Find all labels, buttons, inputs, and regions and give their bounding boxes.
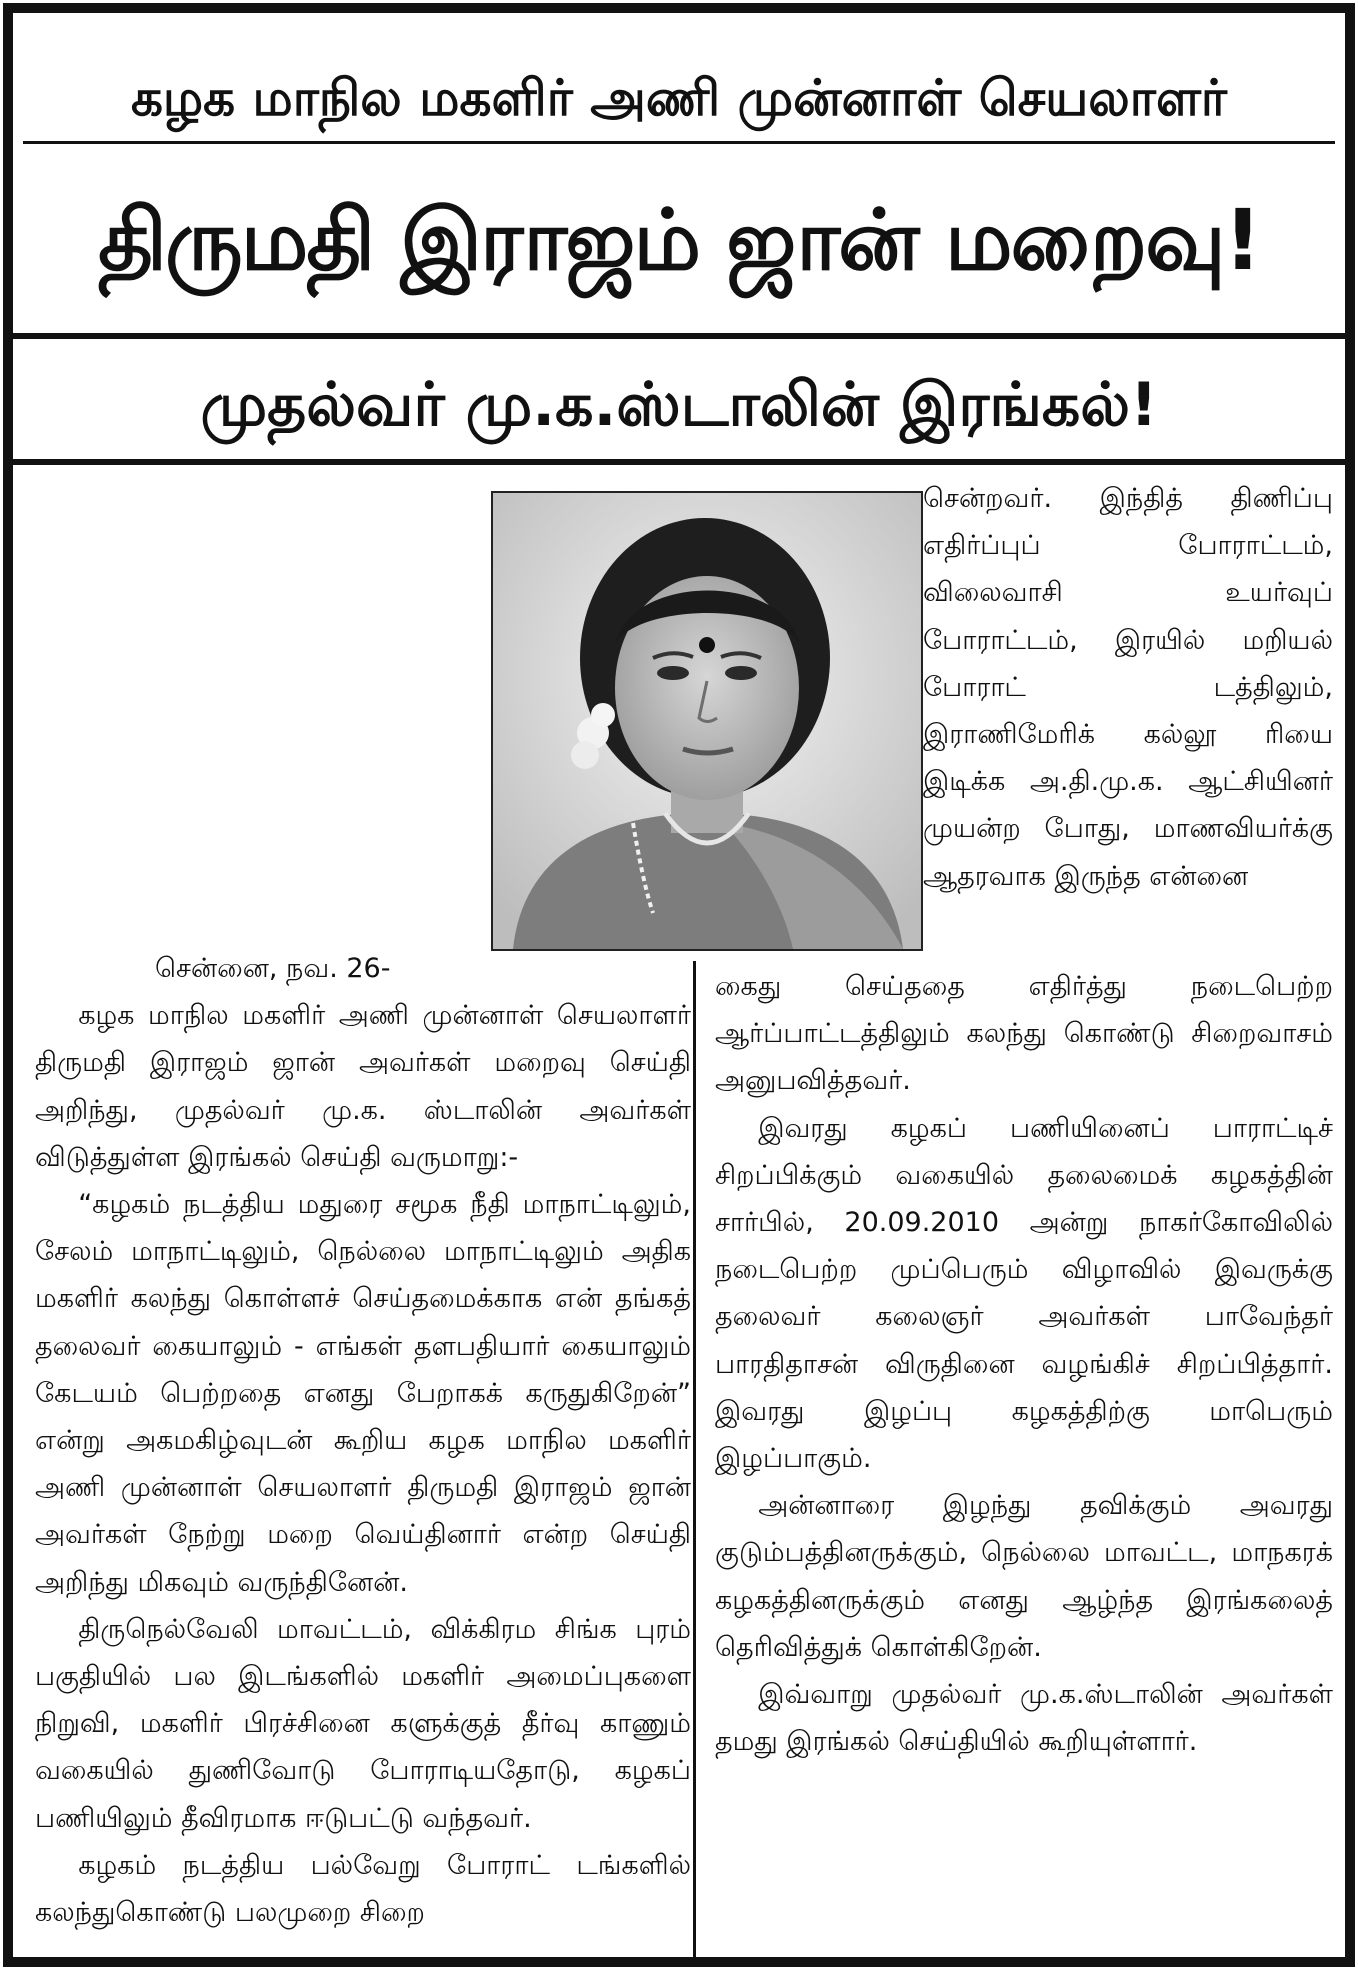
paragraph: “கழகம் நடத்திய மதுரை சமூக நீதி மாநாட்டிலும், சேலம் மாநாட்டிலும், நெல்லை மாநாட்டிலும் அதிக மகளிர் கலந்து கொள்ளச் செய்தமைக்காக என் தங்கத் தலைவர் கையாலும் - எங்கள் தளபதியார் கையாலும் கேடயம் பெற்றதை எனது பேறாகக் கருதுகிறேன்” என்று அகமகிழ்வுடன் கூறிய கழக மாநில மகளிர் அணி முன்னாள் செயலாளர் திருமதி இராஜம் ஜான் அவர்கள் நேற்று மறை வெய்தினார் என்ற செய்தி அறிந்து மிகவும் வருந்தினேன். xyxy=(35,1189,691,1598)
paragraph: திருநெல்வேலி மாவட்டம், விக்கிரம சிங்க புரம் பகுதியில் பல இடங்களில் மகளிர் அமைப்புகளை நிறுவி, மகளிர் பிரச்சினை களுக்குத் தீர்வு காணும் வகையில் துணிவோடு போராடியதோடு, கழகப் பணியிலும் தீவிரமாக ஈடுபட்டு வந்தவர். xyxy=(35,1613,691,1834)
paragraph: அன்னாரை இழந்து தவிக்கும் அவரது குடும்பத்தினருக்கும், நெல்லை மாவட்ட, மாநகரக் கழகத்தினருக்கும் எனது ஆழ்ந்த இரங்கலைத் தெரிவித்துக் கொள்கிறேன். xyxy=(715,1490,1333,1663)
article-column-right-top: சென்றவர். இந்தித் திணிப்பு எதிர்ப்புப் போராட்டம், விலைவாசி உயர்வுப் போராட்டம், இரயில் மறியல் போராட் டத்திலும், இராணிமேரிக் கல்லூ ரியை இடிக்க அ.தி.மு.க. ஆட்சியினர் முயன்ற போது, மாணவியர்க்கு ஆதரவாக இருந்த என்னை xyxy=(923,483,1333,892)
headline: திருமதி இராஜம் ஜான் மறைவு! xyxy=(98,191,1260,289)
kicker-rule xyxy=(23,141,1335,144)
photo-wrap-spacer xyxy=(263,475,691,945)
newspaper-clipping xyxy=(3,3,1355,1967)
article-column-right xyxy=(693,963,1333,1765)
paragraph: கழக மாநில மகளிர் அணி முன்னாள் செயலாளர் திருமதி இராஜம் ஜான் அவர்கள் மறைவு செய்தி அறிந்து, முதல்வர் மு.க. ஸ்டாலின் அவர்கள் விடுத்துள்ள இரங்கல் செய்தி வருமாறு:- xyxy=(35,1000,691,1173)
headline-rule xyxy=(13,333,1345,339)
paragraph: இவரது கழகப் பணியினைப் பாராட்டிச் சிறப்பிக்கும் வகையில் தலைமைக் கழகத்தின் சார்பில், 20.09.2010 அன்று நாகர்கோவிலில் நடைபெற்ற முப்பெரும் விழாவில் இவருக்கு தலைவர் கலைஞர் அவர்கள் பாவேந்தர் பாரதிதாசன் விருதினை வழங்கிச் சிறப்பித்தார். இவரது இழப்பு கழகத்திற்கு மாபெரும் இழப்பாகும். xyxy=(715,1112,1333,1475)
article-column-left xyxy=(35,475,691,1936)
paragraph: கைது செய்ததை எதிர்த்து நடைபெற்ற ஆர்ப்பாட்டத்திலும் கலந்து கொண்டு சிறைவாசம் அனுபவித்தவர். xyxy=(715,971,1333,1097)
paragraph: இவ்வாறு முதல்வர் மு.க.ஸ்டாலின் அவர்கள் தமது இரங்கல் செய்தியில் கூறியுள்ளார். xyxy=(715,1679,1333,1758)
subhead: முதல்வர் மு.க.ஸ்டாலின் இரங்கல்! xyxy=(200,370,1158,440)
paragraph: கழகம் நடத்திய பல்வேறு போராட் டங்களில் கலந்துகொண்டு பலமுறை சிறை xyxy=(35,1849,691,1929)
dateline: சென்னை, நவ. 26- xyxy=(155,953,391,984)
subhead-rule xyxy=(13,459,1345,465)
kicker-line: கழக மாநில மகளிர் அணி முன்னாள் செயலாளர் xyxy=(130,69,1228,127)
